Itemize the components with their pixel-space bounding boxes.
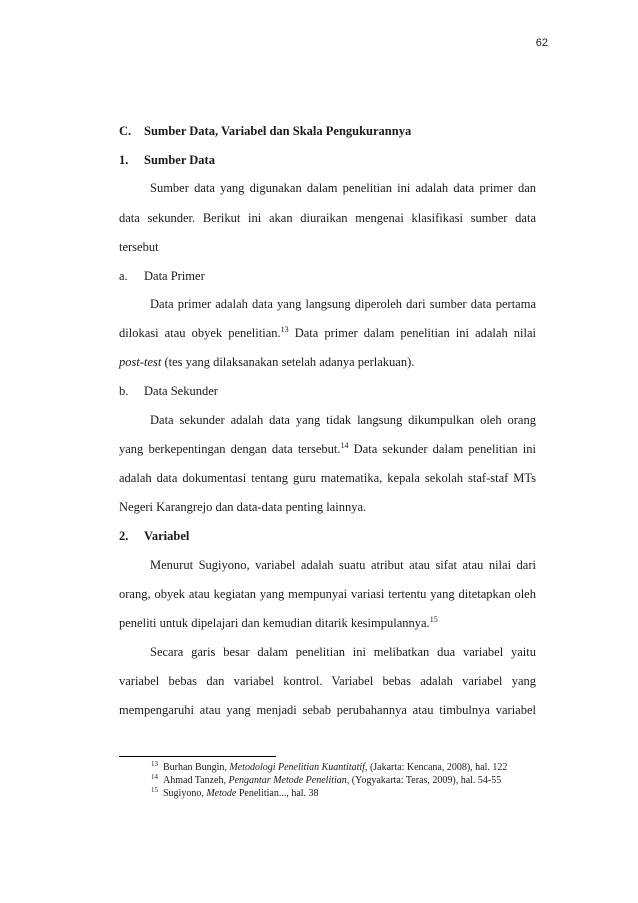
footnote-text: Ahmad Tanzeh, (163, 775, 229, 786)
footnote-text: Penelitian..., hal. 38 (236, 788, 319, 799)
section-heading-number: C. (119, 124, 132, 138)
paragraph-line (119, 326, 536, 340)
paragraph-line: mempengaruhi atau yang menjadi sebab perubahannya atau timbulnya variabel (119, 703, 536, 717)
text-segment: (tes yang dilaksanakan setelah adanya perlakuan). (161, 355, 415, 369)
paragraph-line: orang, obyek atau kegiatan yang mempunyai variasi tertentu yang ditetapkan oleh (119, 587, 536, 601)
footnote-number: 14 (151, 773, 158, 781)
paragraph-line: Sumber data yang digunakan dalam penelitian ini adalah data primer dan (150, 181, 536, 195)
footnote-title: Pengantar Metode Penelitian (228, 775, 347, 786)
subsection-1-title: Sumber Data (144, 153, 215, 167)
subsection-1-number: 1. (119, 153, 129, 167)
footnote-text: Burhan Bungin, (163, 762, 230, 773)
italic-term: post-test (119, 355, 162, 369)
text-segment: Data sekunder dalam penelitian ini (348, 442, 536, 456)
footnote-14 (151, 775, 501, 787)
list-item-a-label: Data Primer (144, 269, 205, 283)
paragraph-line (119, 355, 536, 369)
footnote-ref-14: 14 (340, 441, 349, 450)
paragraph-line: Secara garis besar dalam penelitian ini melibatkan dua variabel yaitu (150, 645, 536, 659)
footnote-number: 13 (151, 760, 158, 768)
paragraph-line: adalah data dokumentasi tentang guru matematika, kepala sekolah staf-staf MTs (119, 471, 536, 485)
footnote-separator (119, 756, 276, 757)
paragraph-line (119, 616, 536, 630)
footnote-text: (Jakarta: Kencana, 2008), hal. 122 (367, 762, 508, 773)
footnote-15 (151, 788, 319, 800)
list-item-a-marker: a. (119, 269, 128, 283)
list-item-b-label: Data Sekunder (144, 384, 218, 398)
subsection-heading-1 (119, 153, 536, 167)
list-item-a (119, 269, 536, 283)
paragraph-line: Data primer adalah data yang langsung diperoleh dari sumber data pertama (150, 297, 536, 311)
paragraph-line: data sekunder. Berikut ini akan diuraikan mengenai klasifikasi sumber data (119, 211, 536, 225)
footnote-title: Metode (206, 788, 237, 799)
footnote-13 (151, 762, 507, 774)
subsection-heading-2 (119, 529, 536, 543)
paragraph-line: Negeri Karangrejo dan data-data penting lainnya. (119, 500, 367, 514)
paragraph-line (119, 442, 536, 456)
text-segment: Data primer dalam penelitian ini adalah nilai (288, 326, 536, 340)
footnote-title: Metodologi Penelitian Kuantitatif, (229, 762, 368, 773)
footnote-number: 15 (151, 786, 158, 794)
paragraph-line: tersebut (119, 240, 159, 254)
paragraph-line: Menurut Sugiyono, variabel adalah suatu atribut atau sifat atau nilai dari (150, 558, 536, 572)
subsection-2-number: 2. (119, 529, 129, 543)
section-heading (119, 124, 536, 138)
footnote-text: Sugiyono, (163, 788, 207, 799)
page-number: 62 (535, 37, 548, 49)
text-segment: dilokasi atau obyek penelitian. (119, 326, 281, 340)
subsection-2-title: Variabel (144, 529, 190, 543)
paragraph-line: Data sekunder adalah data yang tidak langsung dikumpulkan oleh orang (150, 413, 536, 427)
footnote-text: , (Yogyakarta: Teras, 2009), hal. 54-55 (346, 775, 502, 786)
text-segment: peneliti untuk dipelajari dan kemudian ditarik kesimpulannya. (119, 616, 430, 630)
list-item-b-marker: b. (119, 384, 129, 398)
text-segment: yang berkepentingan dengan data tersebut. (119, 442, 341, 456)
footnote-ref-13: 13 (280, 325, 289, 334)
footnote-ref-15: 15 (429, 615, 438, 624)
section-heading-title: Sumber Data, Variabel dan Skala Pengukurannya (144, 124, 412, 138)
paragraph-line: variabel bebas dan variabel kontrol. Variabel bebas adalah variabel yang (119, 674, 536, 688)
list-item-b (119, 384, 536, 398)
